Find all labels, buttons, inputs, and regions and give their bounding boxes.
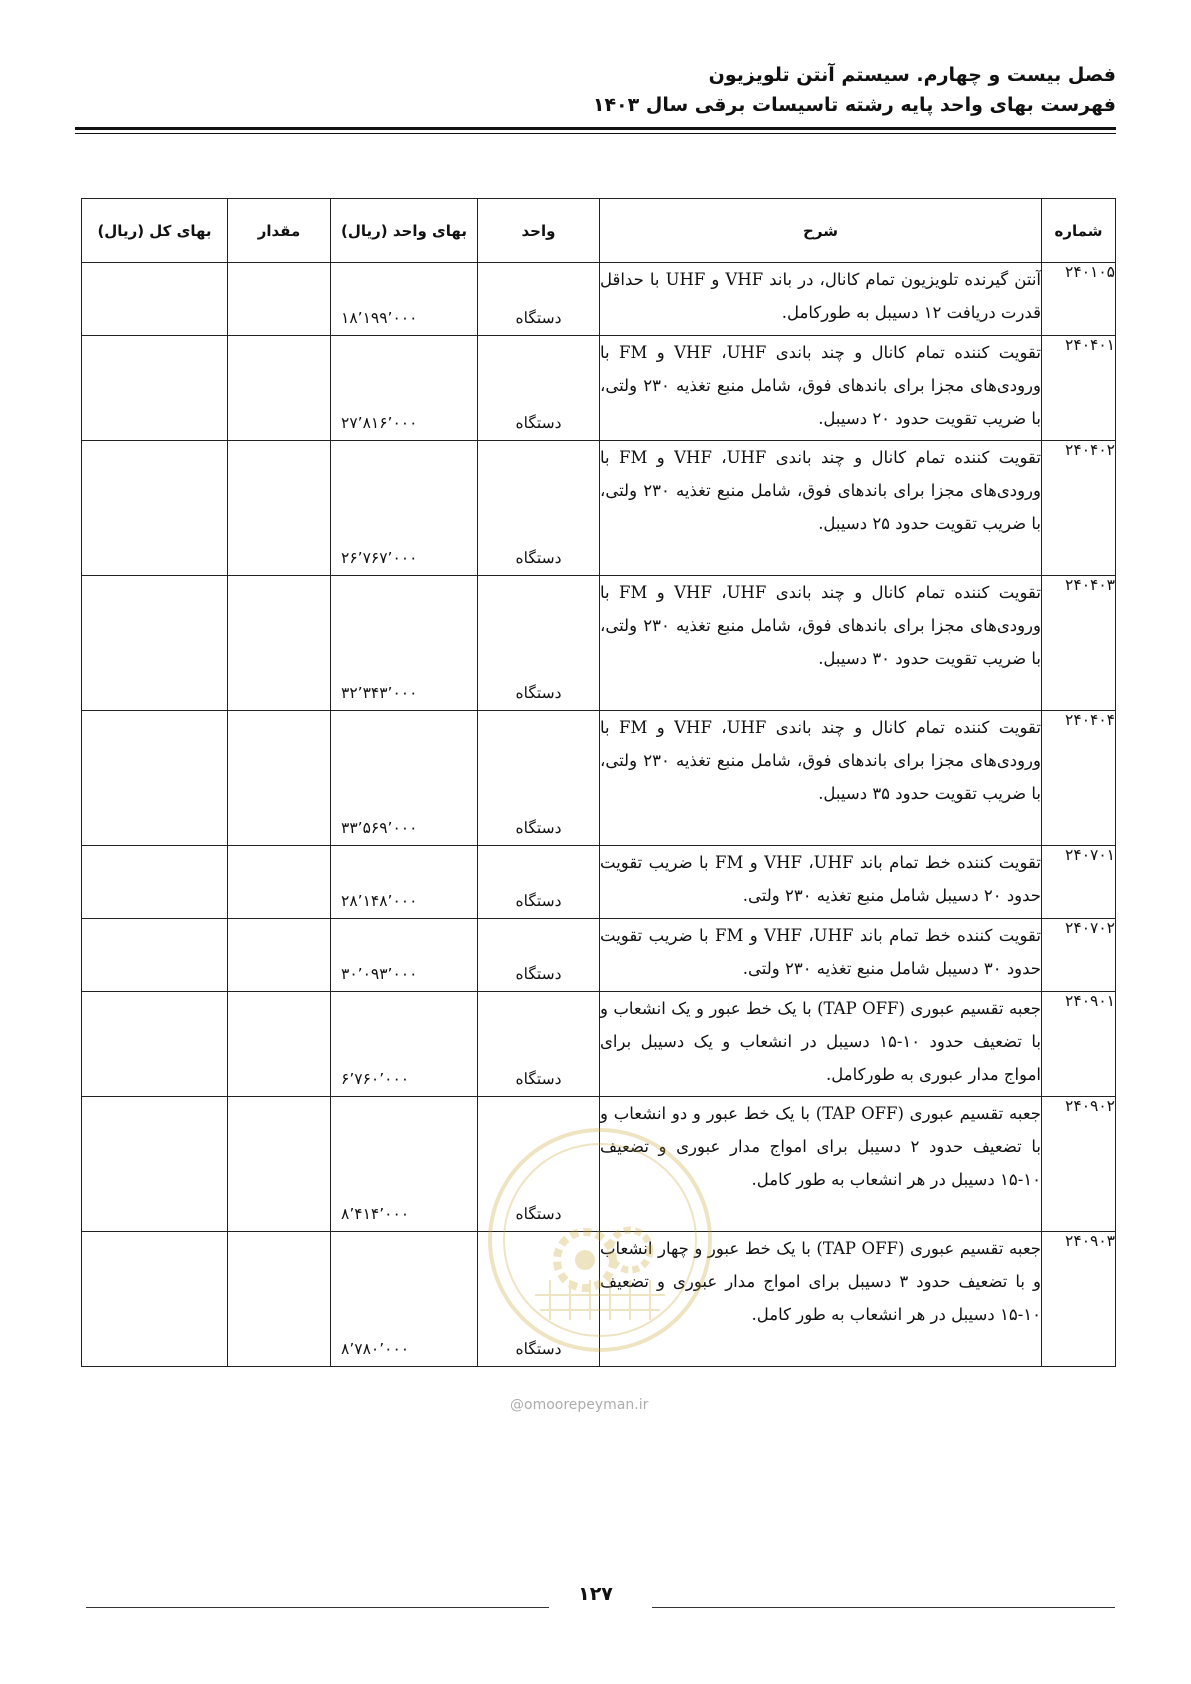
footer-rule-right <box>652 1607 1115 1608</box>
table-row <box>82 576 1116 711</box>
table-row <box>82 1232 1116 1367</box>
item-total-price <box>82 576 228 711</box>
item-quantity <box>228 576 331 711</box>
item-quantity <box>228 1232 331 1367</box>
item-code: ۲۴۰۴۰۱ <box>1042 336 1116 441</box>
document-title: فهرست بهای واحد پایه رشته تاسیسات برقی سال ۱۴۰۳ <box>592 94 1116 116</box>
item-unit-price: ۲۷٬۸۱۶٬۰۰۰ <box>331 336 478 441</box>
item-description: تقویت کننده خط تمام باند VHF ،UHF و FM با ضریب تقویت حدود ۲۰ دسیبل شامل منبع تغذیه ۲۳۰ ولتی. <box>600 846 1042 919</box>
column-header-total-price: بهای کل (ریال) <box>82 199 228 263</box>
table-row <box>82 263 1116 336</box>
item-description: تقویت کننده تمام کانال و چند باندی VHF ،UHF و FM با ورودی‌های مجزا برای باندهای فوق، شامل منبع تغذیه ۲۳۰ ولتی، با ضریب تقویت حدود ۳۵ دسیبل. <box>600 711 1042 846</box>
item-description: تقویت کننده خط تمام باند VHF ،UHF و FM با ضریب تقویت حدود ۳۰ دسیبل شامل منبع تغذیه ۲۳۰ ولتی. <box>600 919 1042 992</box>
table-row <box>82 711 1116 846</box>
table-row <box>82 336 1116 441</box>
item-unit-price: ۲۶٬۷۶۷٬۰۰۰ <box>331 441 478 576</box>
column-header-description: شرح <box>600 199 1042 263</box>
price-list-table <box>81 198 1116 1367</box>
item-quantity <box>228 846 331 919</box>
item-total-price <box>82 992 228 1097</box>
item-code: ۲۴۰۱۰۵ <box>1042 263 1116 336</box>
item-total-price <box>82 441 228 576</box>
item-unit: دستگاه <box>478 919 600 992</box>
item-quantity <box>228 919 331 992</box>
table-row <box>82 1097 1116 1232</box>
item-unit: دستگاه <box>478 336 600 441</box>
item-total-price <box>82 846 228 919</box>
column-header-unit: واحد <box>478 199 600 263</box>
watermark-handle: @omoorepeyman.ir <box>510 1397 649 1413</box>
table-row <box>82 846 1116 919</box>
item-total-price <box>82 1097 228 1232</box>
item-unit-price: ۸٬۴۱۴٬۰۰۰ <box>331 1097 478 1232</box>
item-total-price <box>82 711 228 846</box>
item-description: آنتن گیرنده تلویزیون تمام کانال، در باند VHF و UHF با حداقل قدرت دریافت ۱۲ دسیبل به طورکامل. <box>600 263 1042 336</box>
item-unit: دستگاه <box>478 992 600 1097</box>
item-quantity <box>228 336 331 441</box>
item-quantity <box>228 1097 331 1232</box>
item-unit: دستگاه <box>478 576 600 711</box>
column-header-quantity: مقدار <box>228 199 331 263</box>
item-code: ۲۴۰۹۰۱ <box>1042 992 1116 1097</box>
item-unit-price: ۳۲٬۳۴۳٬۰۰۰ <box>331 576 478 711</box>
item-code: ۲۴۰۷۰۱ <box>1042 846 1116 919</box>
item-description: جعبه تقسیم عبوری (TAP OFF) با یک خط عبور و یک انشعاب و با تضعیف حدود ۱۰-۱۵ دسیبل در انشعاب و یک دسیبل برای امواج مدار عبوری به طورکامل. <box>600 992 1042 1097</box>
table-row <box>82 992 1116 1097</box>
item-unit-price: ۱۸٬۱۹۹٬۰۰۰ <box>331 263 478 336</box>
item-total-price <box>82 1232 228 1367</box>
item-code: ۲۴۰۴۰۳ <box>1042 576 1116 711</box>
chapter-title: فصل بیست و چهارم. سیستم آنتن تلویزیون <box>708 64 1116 86</box>
column-header-number: شماره <box>1042 199 1116 263</box>
item-total-price <box>82 919 228 992</box>
item-code: ۲۴۰۴۰۲ <box>1042 441 1116 576</box>
item-unit: دستگاه <box>478 1232 600 1367</box>
item-unit: دستگاه <box>478 711 600 846</box>
item-unit: دستگاه <box>478 263 600 336</box>
item-total-price <box>82 263 228 336</box>
item-quantity <box>228 711 331 846</box>
page-header <box>75 60 1116 120</box>
item-code: ۲۴۰۹۰۳ <box>1042 1232 1116 1367</box>
item-unit-price: ۸٬۷۸۰٬۰۰۰ <box>331 1232 478 1367</box>
item-unit: دستگاه <box>478 1097 600 1232</box>
item-unit: دستگاه <box>478 846 600 919</box>
item-description: جعبه تقسیم عبوری (TAP OFF) با یک خط عبور و دو انشعاب و با تضعیف حدود ۲ دسیبل برای امواج مدار عبوری و تضعیف ۱۰-۱۵ دسیبل در هر انشعاب به طور کامل. <box>600 1097 1042 1232</box>
table-row <box>82 441 1116 576</box>
page-number: ۱۲۷ <box>578 1583 613 1605</box>
footer-rule-left <box>86 1607 549 1608</box>
item-unit-price: ۳۳٬۵۶۹٬۰۰۰ <box>331 711 478 846</box>
column-header-unit-price: بهای واحد (ریال) <box>331 199 478 263</box>
header-divider-thick <box>75 127 1116 130</box>
item-unit-price: ۶٬۷۶۰٬۰۰۰ <box>331 992 478 1097</box>
item-total-price <box>82 336 228 441</box>
item-description: تقویت کننده تمام کانال و چند باندی VHF ،UHF و FM با ورودی‌های مجزا برای باندهای فوق، شامل منبع تغذیه ۲۳۰ ولتی، با ضریب تقویت حدود ۳۰ دسیبل. <box>600 576 1042 711</box>
table-row <box>82 919 1116 992</box>
item-quantity <box>228 263 331 336</box>
item-unit-price: ۳۰٬۰۹۳٬۰۰۰ <box>331 919 478 992</box>
item-unit: دستگاه <box>478 441 600 576</box>
table-header-row <box>82 199 1116 263</box>
item-description: تقویت کننده تمام کانال و چند باندی VHF ،UHF و FM با ورودی‌های مجزا برای باندهای فوق، شامل منبع تغذیه ۲۳۰ ولتی، با ضریب تقویت حدود ۲۵ دسیبل. <box>600 441 1042 576</box>
item-quantity <box>228 441 331 576</box>
item-description: جعبه تقسیم عبوری (TAP OFF) با یک خط عبور و چهار انشعاب و با تضعیف حدود ۳ دسیبل برای امواج مدار عبوری و تضعیف ۱۰-۱۵ دسیبل در هر انشعاب به طور کامل. <box>600 1232 1042 1367</box>
item-code: ۲۴۰۷۰۲ <box>1042 919 1116 992</box>
item-description: تقویت کننده تمام کانال و چند باندی VHF ،UHF و FM با ورودی‌های مجزا برای باندهای فوق، شامل منبع تغذیه ۲۳۰ ولتی، با ضریب تقویت حدود ۲۰ دسیبل. <box>600 336 1042 441</box>
header-divider-thin <box>75 133 1116 134</box>
item-code: ۲۴۰۹۰۲ <box>1042 1097 1116 1232</box>
item-quantity <box>228 992 331 1097</box>
item-code: ۲۴۰۴۰۴ <box>1042 711 1116 846</box>
item-unit-price: ۲۸٬۱۴۸٬۰۰۰ <box>331 846 478 919</box>
